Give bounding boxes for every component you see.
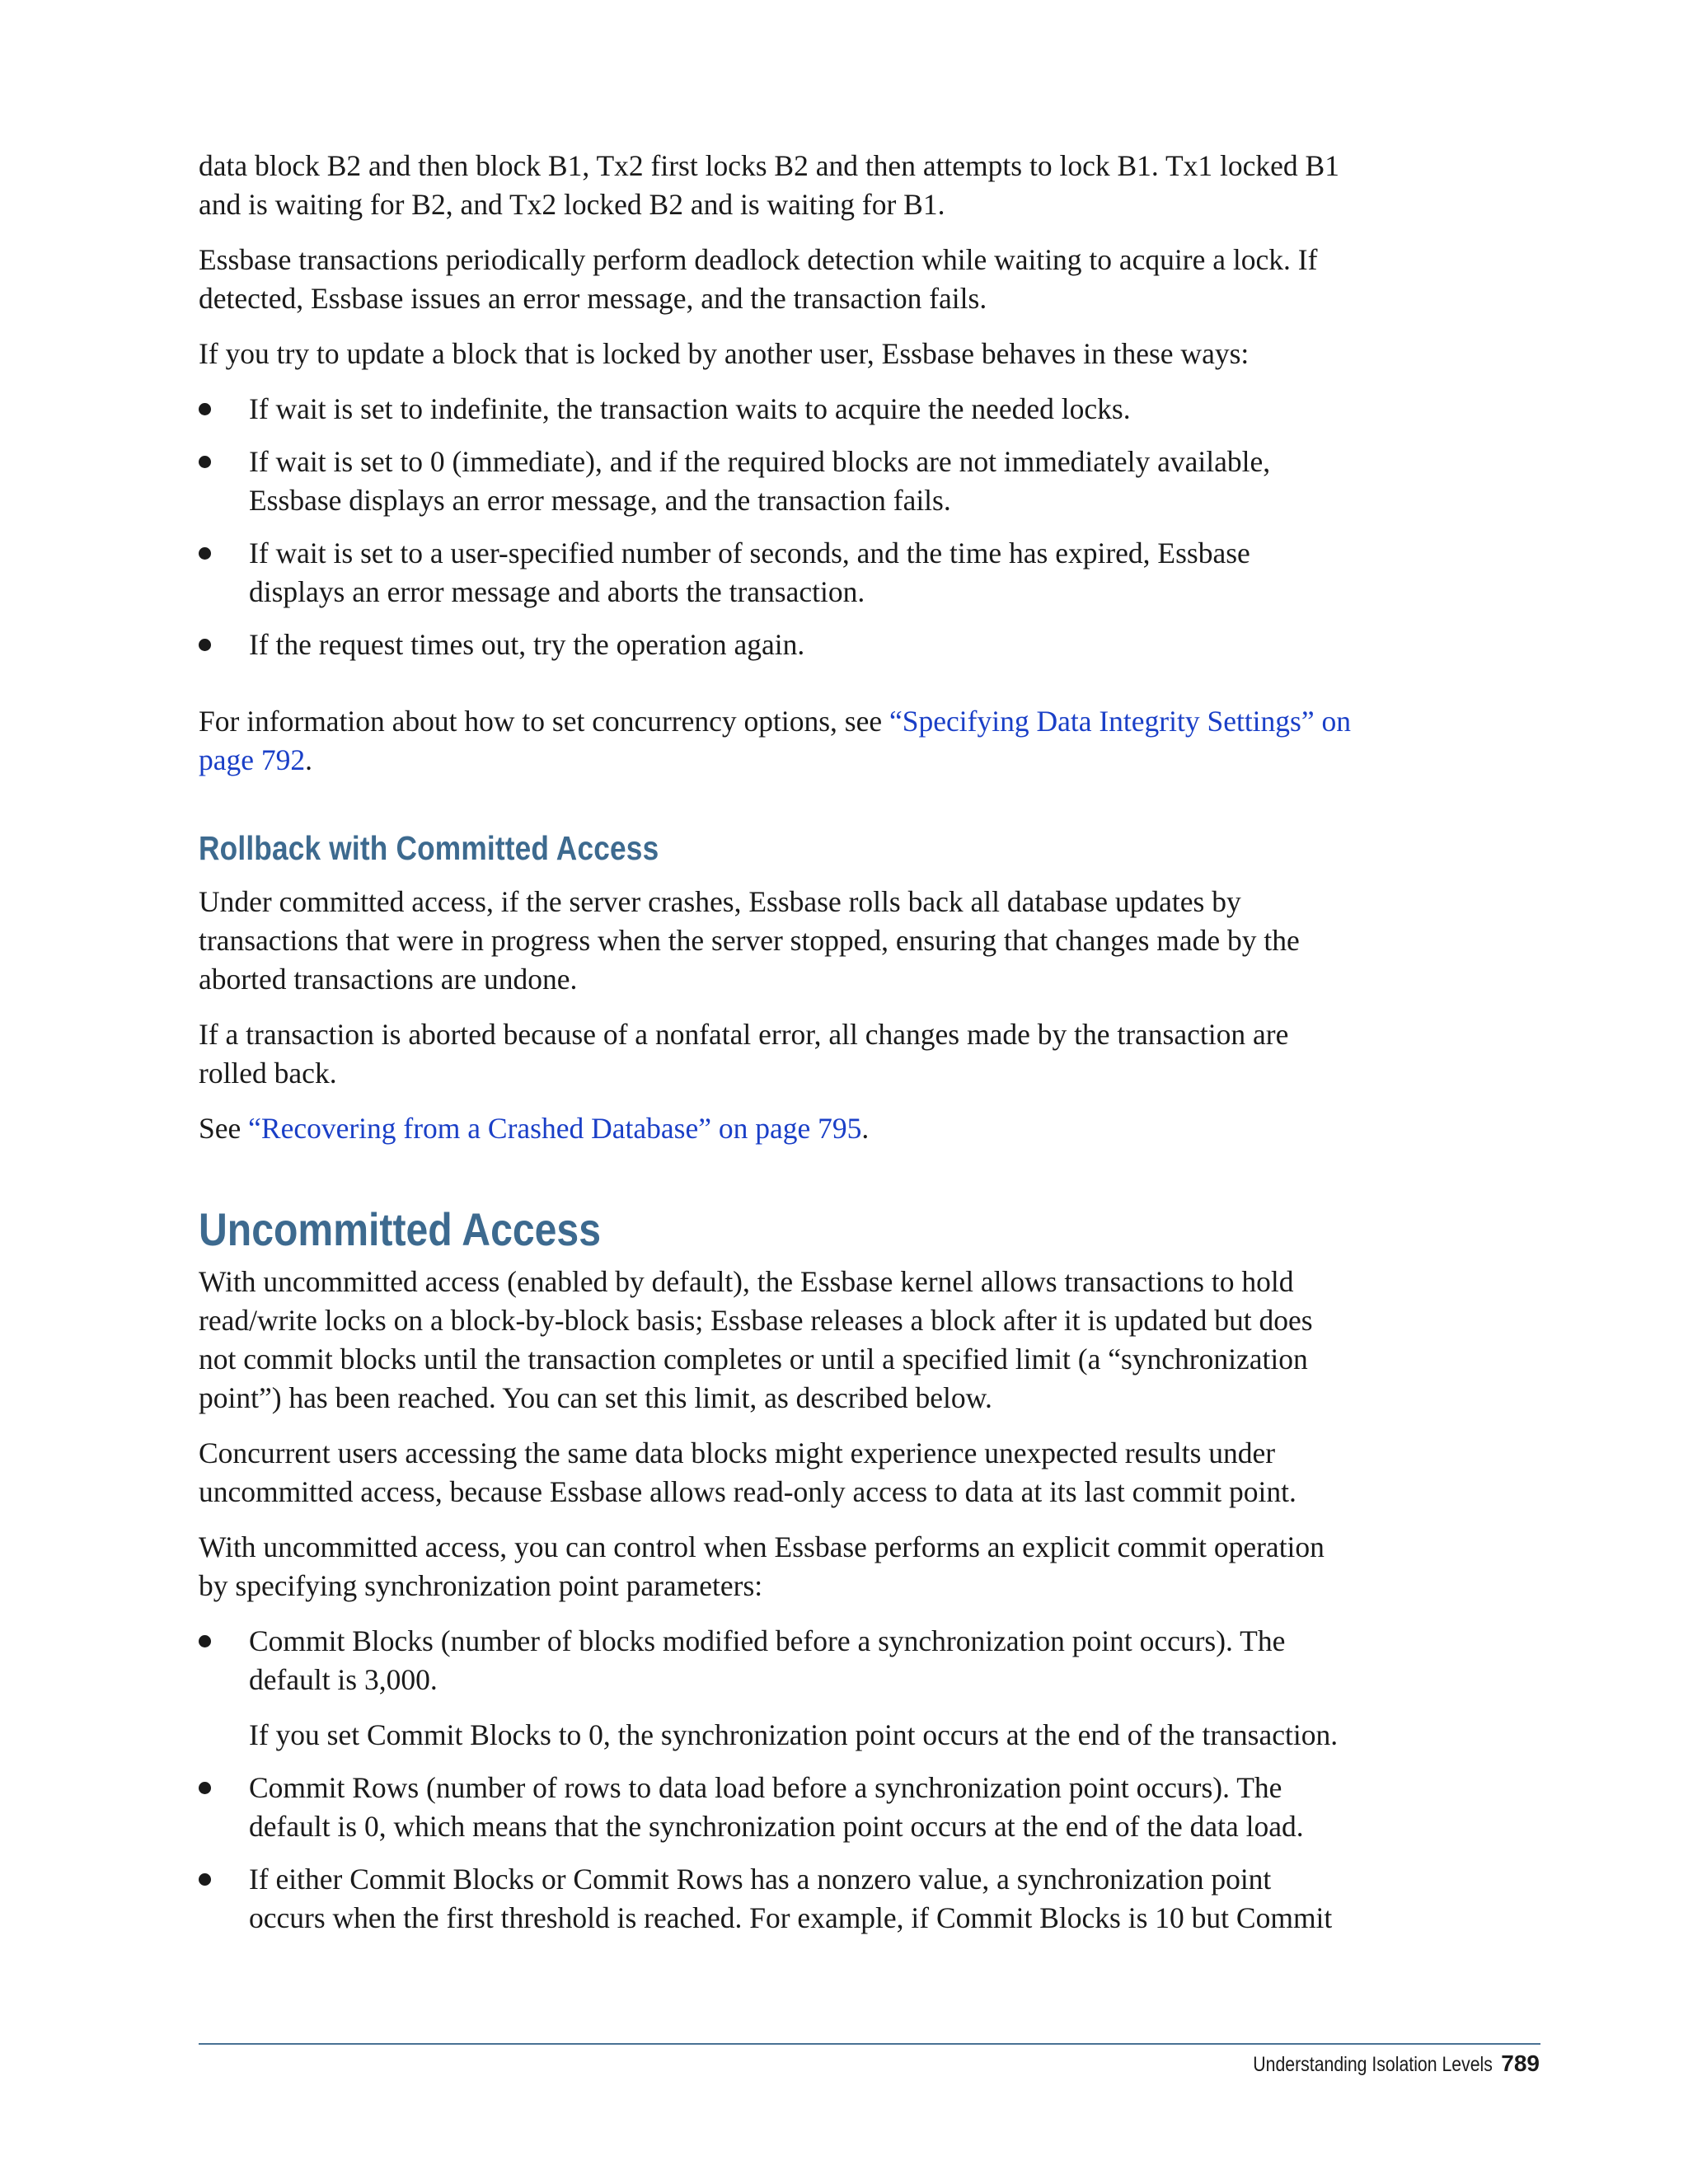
list-item: Commit Rows (number of rows to data load before a synchronization point occurs). The default is 0, which means that the synchronization point occurs at the end of the data load. <box>199 1769 1353 1846</box>
intro-paragraph-1: data block B2 and then block B1, Tx2 first locks B2 and then attempts to lock B1. Tx1 locked B1 and is waiting for B2, and Tx2 locked B2 and is waiting for B1. <box>199 149 1339 221</box>
uncommitted-paragraph-3: With uncommitted access, you can control when Essbase performs an explicit commit operation by specifying synchronization point parameters: <box>199 1530 1325 1602</box>
bullet-icon <box>199 1635 211 1647</box>
list-item: If wait is set to a user-specified number of seconds, and the time has expired, Essbase displays an error message and aborts the transaction. <box>199 534 1353 612</box>
rollback-reference-paragraph: See “Recovering from a Crashed Database” on page 795. <box>199 1112 870 1145</box>
bullet-icon <box>199 456 211 468</box>
rollback-paragraph-1: Under committed access, if the server crashes, Essbase rolls back all database updates by transactions that were in progress when the server stopped, ensuring that changes made by the aborted transactions are undone. <box>199 885 1300 996</box>
list-item: If either Commit Blocks or Commit Rows has a nonzero value, a synchronization point occurs when the first threshold is reached. For example, if Commit Blocks is 10 but Commit <box>199 1860 1353 1938</box>
uncommitted-access-heading: Uncommitted Access <box>199 1203 601 1255</box>
bullet-icon <box>199 403 211 415</box>
page-content <box>199 147 1353 1954</box>
recovering-crashed-database-link[interactable]: “Recovering from a Crashed Database” on page 795 <box>248 1112 862 1145</box>
sync-point-list <box>199 1622 1353 1938</box>
uncommitted-paragraph-2: Concurrent users accessing the same data blocks might experience unexpected results under uncommitted access, because Essbase allows read-only access to data at its last commit point. <box>199 1436 1296 1508</box>
wait-behavior-list <box>199 390 1353 664</box>
list-item: If wait is set to 0 (immediate), and if the required blocks are not immediately available, Essbase displays an error message, and the transaction fails. <box>199 443 1353 520</box>
rollback-paragraph-2: If a transaction is aborted because of a nonfatal error, all changes made by the transaction are rolled back. <box>199 1018 1289 1090</box>
footer-rule <box>199 2043 1540 2045</box>
bullet-icon <box>199 547 211 560</box>
bullet-icon <box>199 1873 211 1886</box>
list-item-note: If you set Commit Blocks to 0, the synchronization point occurs at the end of the transaction. <box>249 1718 1339 1751</box>
intro-paragraph-2: Essbase transactions periodically perform deadlock detection while waiting to acquire a lock. If detected, Essbase issues an error message, and the transaction fails. <box>199 243 1318 315</box>
bullet-icon <box>199 639 211 651</box>
rollback-heading: Rollback with Committed Access <box>199 829 659 867</box>
page-number: 789 <box>1501 2050 1540 2076</box>
list-item: If wait is set to indefinite, the transaction waits to acquire the needed locks. <box>199 390 1353 429</box>
page-footer <box>1211 2050 1540 2077</box>
footer-section-title: Understanding Isolation Levels <box>1253 2053 1493 2076</box>
intro-paragraph-3: If you try to update a block that is locked by another user, Essbase behaves in these ways: <box>199 337 1250 370</box>
concurrency-reference-paragraph: For information about how to set concurrency options, see “Specifying Data Integrity Settings” on page 792. <box>199 705 1351 776</box>
bullet-icon <box>199 1782 211 1794</box>
uncommitted-paragraph-1: With uncommitted access (enabled by default), the Essbase kernel allows transactions to hold read/write locks on a block-by-block basis; Essbase releases a block after it is updated but does not commit blocks until the transaction completes or until a specified limit (a “synchronization point”) has been reached. You can set this limit, as described below. <box>199 1265 1313 1414</box>
specifying-data-integrity-link[interactable]: “Specifying Data Integrity Settings” on page 792 <box>199 705 1351 776</box>
list-item: Commit Blocks (number of blocks modified before a synchronization point occurs). The default is 3,000. If you set Commit Blocks to 0, the synchronization point occurs at the end of the transaction. <box>199 1622 1353 1755</box>
list-item: If the request times out, try the operation again. <box>199 626 1353 664</box>
